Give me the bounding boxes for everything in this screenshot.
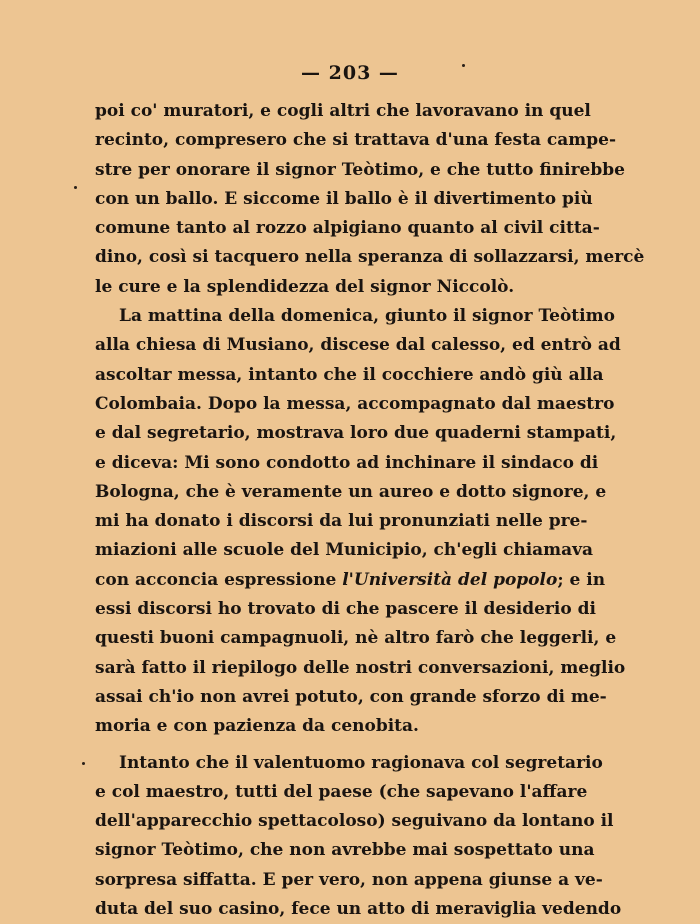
text-line: questi buoni campagnuoli, nè altro farò che leggerli, e	[95, 628, 617, 649]
text-line: Colombaia. Dopo la messa, accompagnato dal maestro	[95, 393, 615, 414]
text-line: dell'apparecchio spettacoloso) seguivano da lontano il	[95, 811, 614, 832]
text-line: duta del suo casino, fece un atto di meraviglia vedendo	[95, 899, 622, 920]
text-line: poi co' muratori, e cogli altri che lavoravano in quel	[95, 101, 591, 121]
page-number: — 203 —	[301, 62, 399, 84]
body-text	[95, 97, 645, 924]
text-line: ascoltar messa, intanto che il cocchiere andò giù alla	[95, 364, 604, 385]
text-line: miazioni alle scuole del Municipio, ch'egli chiamava	[95, 540, 594, 561]
text-line: alla chiesa di Musiano, discese dal calesso, ed entrò ad	[95, 335, 621, 356]
paragraph-2	[95, 302, 626, 741]
text-line: le cure e la splendidezza del signor Niccolò.	[95, 276, 515, 297]
ink-speck	[74, 186, 77, 189]
ink-speck	[82, 762, 85, 765]
italic-phrase: l'Università del popolo	[342, 569, 558, 590]
text-line: e dal segretario, mostrava loro due quaderni stampati,	[95, 423, 617, 444]
text-line: La mattina della domenica, giunto il signor Teòtimo	[119, 306, 615, 327]
text-line: stre per onorare il signor Teòtimo, e che tutto finirebbe	[95, 159, 625, 180]
text-line: assai ch'io non avrei potuto, con grande sforzo di me-	[95, 686, 607, 707]
text-line: e col maestro, tutti del paese (che sapevano l'affare	[95, 781, 588, 802]
text-segment: con acconcia espressione	[95, 569, 343, 590]
text-line: e diceva: Mi sono condotto ad inchinare il sindaco di	[95, 452, 599, 473]
text-line: comune tanto al rozzo alpigiano quanto al civil citta-	[95, 218, 600, 239]
text-line: mi ha donato i discorsi da lui pronunziati nelle pre-	[95, 511, 588, 532]
text-line: essi discorsi ho trovato di che pascere il desiderio di	[95, 599, 596, 620]
text-line: sorpresa siffatta. E per vero, non appena giunse a ve-	[95, 869, 603, 890]
text-line: sarà fatto il riepilogo delle nostri conversazioni, meglio	[95, 657, 626, 678]
text-line-italic	[95, 566, 606, 595]
text-line: con un ballo. E siccome il ballo è il divertimento più	[95, 188, 593, 209]
text-line: dino, così si tacquero nella speranza di sollazzarsi, mercè	[95, 247, 645, 268]
text-line: recinto, compresero che si trattava d'una festa campe-	[95, 130, 616, 151]
paragraph-gap	[95, 742, 555, 749]
text-line: moria e con pazienza da cenobita.	[95, 716, 419, 737]
text-segment: ; e in	[557, 569, 606, 590]
paragraph-1	[95, 97, 645, 302]
text-line: Intanto che il valentuomo ragionava col segretario	[119, 752, 603, 773]
ink-speck	[462, 64, 465, 67]
paragraph-3	[95, 749, 622, 924]
text-line: signor Teòtimo, che non avrebbe mai sospettato una	[95, 840, 595, 861]
text-line: Bologna, che è veramente un aureo e dotto signore, e	[95, 481, 607, 502]
